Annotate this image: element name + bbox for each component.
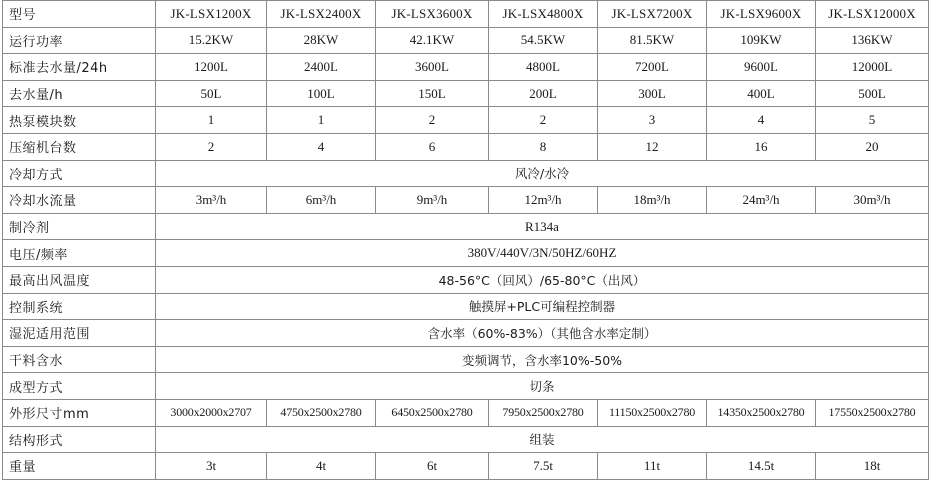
spanned-value-cell: R134a xyxy=(156,213,929,240)
table-row-structure xyxy=(3,426,929,453)
row-label: 最高出风温度 xyxy=(3,266,156,293)
spanned-value-cell: 48-56°C（回风）/65-80°C（出风） xyxy=(156,266,929,293)
value-cell: 200L xyxy=(489,80,598,107)
spanned-value-cell: 触摸屏+PLC可编程控制器 xyxy=(156,293,929,320)
table-row-weight xyxy=(3,453,929,480)
value-cell: 4 xyxy=(267,133,376,160)
value-cell: 54.5KW xyxy=(489,27,598,54)
value-cell: 30m³/h xyxy=(816,187,929,214)
row-label: 外形尺寸mm xyxy=(3,399,156,426)
row-label: 运行功率 xyxy=(3,27,156,54)
value-cell: 4800L xyxy=(489,54,598,81)
model-cell: JK-LSX1200X xyxy=(156,1,267,28)
value-cell: 50L xyxy=(156,80,267,107)
row-label: 干料含水 xyxy=(3,346,156,373)
table-row-dimensions xyxy=(3,399,929,426)
value-cell: 24m³/h xyxy=(707,187,816,214)
value-cell: 7200L xyxy=(598,54,707,81)
table-row-heat-pump-modules xyxy=(3,107,929,134)
spanned-value-cell: 变频调节，含水率10%-50% xyxy=(156,346,929,373)
table-header-row xyxy=(3,1,929,28)
model-cell: JK-LSX2400X xyxy=(267,1,376,28)
model-cell: JK-LSX4800X xyxy=(489,1,598,28)
value-cell: 7950x2500x2780 xyxy=(489,399,598,426)
row-label: 热泵模块数 xyxy=(3,107,156,134)
table-row-sludge-range xyxy=(3,320,929,347)
value-cell: 500L xyxy=(816,80,929,107)
table-row-control-system xyxy=(3,293,929,320)
value-cell: 15.2KW xyxy=(156,27,267,54)
table-row-forming-method xyxy=(3,373,929,400)
table-row-cooling-flow xyxy=(3,187,929,214)
value-cell: 109KW xyxy=(707,27,816,54)
table-row-voltage xyxy=(3,240,929,267)
model-cell: JK-LSX3600X xyxy=(376,1,489,28)
value-cell: 136KW xyxy=(816,27,929,54)
row-label: 湿泥适用范围 xyxy=(3,320,156,347)
value-cell: 28KW xyxy=(267,27,376,54)
value-cell: 81.5KW xyxy=(598,27,707,54)
value-cell: 3600L xyxy=(376,54,489,81)
value-cell: 11t xyxy=(598,453,707,480)
value-cell: 11150x2500x2780 xyxy=(598,399,707,426)
value-cell: 18m³/h xyxy=(598,187,707,214)
value-cell: 3 xyxy=(598,107,707,134)
spanned-value-cell: 风冷/水冷 xyxy=(156,160,929,187)
spanned-value-cell: 切条 xyxy=(156,373,929,400)
value-cell: 42.1KW xyxy=(376,27,489,54)
row-label: 控制系统 xyxy=(3,293,156,320)
value-cell: 12 xyxy=(598,133,707,160)
value-cell: 6t xyxy=(376,453,489,480)
value-cell: 14.5t xyxy=(707,453,816,480)
spec-table xyxy=(2,0,929,480)
row-label: 压缩机台数 xyxy=(3,133,156,160)
table-row-cooling-method xyxy=(3,160,929,187)
value-cell: 100L xyxy=(267,80,376,107)
table-row-water-removal-h xyxy=(3,80,929,107)
row-label: 去水量/h xyxy=(3,80,156,107)
value-cell: 400L xyxy=(707,80,816,107)
value-cell: 9m³/h xyxy=(376,187,489,214)
spanned-value-cell: 含水率（60%-83%）（其他含水率定制） xyxy=(156,320,929,347)
value-cell: 5 xyxy=(816,107,929,134)
value-cell: 1 xyxy=(156,107,267,134)
row-label: 电压/频率 xyxy=(3,240,156,267)
row-label: 成型方式 xyxy=(3,373,156,400)
spanned-value-cell: 组装 xyxy=(156,426,929,453)
model-cell: JK-LSX9600X xyxy=(707,1,816,28)
value-cell: 14350x2500x2780 xyxy=(707,399,816,426)
value-cell: 4750x2500x2780 xyxy=(267,399,376,426)
value-cell: 300L xyxy=(598,80,707,107)
value-cell: 8 xyxy=(489,133,598,160)
value-cell: 6m³/h xyxy=(267,187,376,214)
value-cell: 2 xyxy=(489,107,598,134)
value-cell: 1 xyxy=(267,107,376,134)
model-cell: JK-LSX12000X xyxy=(816,1,929,28)
row-label: 制冷剂 xyxy=(3,213,156,240)
value-cell: 12000L xyxy=(816,54,929,81)
row-label: 冷却水流量 xyxy=(3,187,156,214)
value-cell: 6450x2500x2780 xyxy=(376,399,489,426)
value-cell: 2400L xyxy=(267,54,376,81)
value-cell: 17550x2500x2780 xyxy=(816,399,929,426)
value-cell: 150L xyxy=(376,80,489,107)
spanned-value-cell: 380V/440V/3N/50HZ/60HZ xyxy=(156,240,929,267)
row-label: 重量 xyxy=(3,453,156,480)
table-row-refrigerant xyxy=(3,213,929,240)
value-cell: 16 xyxy=(707,133,816,160)
value-cell: 3000x2000x2707 xyxy=(156,399,267,426)
header-label: 型号 xyxy=(3,1,156,28)
value-cell: 6 xyxy=(376,133,489,160)
value-cell: 20 xyxy=(816,133,929,160)
row-label: 冷却方式 xyxy=(3,160,156,187)
value-cell: 9600L xyxy=(707,54,816,81)
value-cell: 3m³/h xyxy=(156,187,267,214)
value-cell: 7.5t xyxy=(489,453,598,480)
value-cell: 12m³/h xyxy=(489,187,598,214)
table-row-max-air-temp xyxy=(3,266,929,293)
row-label: 标准去水量/24h xyxy=(3,54,156,81)
value-cell: 3t xyxy=(156,453,267,480)
value-cell: 18t xyxy=(816,453,929,480)
value-cell: 1200L xyxy=(156,54,267,81)
table-row-dry-moisture xyxy=(3,346,929,373)
table-row-water-removal-24h xyxy=(3,54,929,81)
table-row-power xyxy=(3,27,929,54)
row-label: 结构形式 xyxy=(3,426,156,453)
model-cell: JK-LSX7200X xyxy=(598,1,707,28)
value-cell: 4 xyxy=(707,107,816,134)
value-cell: 2 xyxy=(376,107,489,134)
value-cell: 4t xyxy=(267,453,376,480)
value-cell: 2 xyxy=(156,133,267,160)
table-row-compressors xyxy=(3,133,929,160)
